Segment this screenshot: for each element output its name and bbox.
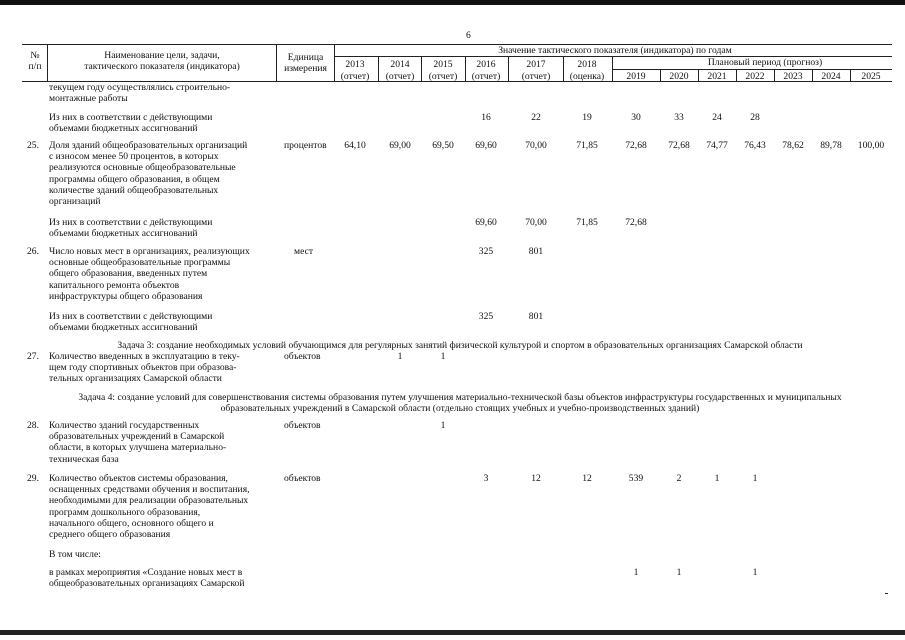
row-value: 69,60 <box>475 140 497 151</box>
header-year: 2014 <box>390 59 410 70</box>
row-value: 69,60 <box>475 217 497 228</box>
header-year: 2021 <box>707 71 727 82</box>
row-description: текущем году осуществлялись строительно- монтажные работы <box>49 82 231 105</box>
header-year: 2017 <box>526 59 546 70</box>
top-border <box>0 0 905 5</box>
header-year: 2018 <box>577 59 597 70</box>
row-number: 25. <box>27 140 39 151</box>
header-year: 2016 <box>476 59 496 70</box>
row-value: 70,00 <box>525 140 547 151</box>
header-year: 2013 <box>345 59 365 70</box>
row-unit: объектов <box>284 351 321 362</box>
row-value: 1 <box>676 567 682 578</box>
header-vline <box>47 44 48 81</box>
header-values-title: Значение тактического показателя (индикатора) по годам <box>498 45 732 56</box>
row-value: 539 <box>628 473 644 484</box>
header-no: № п/п <box>28 50 42 72</box>
row-value: 71,85 <box>576 140 598 151</box>
row-value: 33 <box>674 112 684 123</box>
row-unit: мест <box>294 246 314 257</box>
row-unit: объектов <box>284 473 321 484</box>
row-value: 1 <box>752 567 758 578</box>
row-description: Количество объектов системы образования, оснащенных средствами обучения и воспитания, необходимыми для реализации образовательных программ дошкольного образования, начального общего, основного общего и среднего общего образования <box>49 473 250 541</box>
header-vline <box>563 56 564 81</box>
row-value: 12 <box>531 473 541 484</box>
header-year: 2022 <box>745 71 765 82</box>
row-value: 801 <box>528 246 544 257</box>
header-year: 2019 <box>626 71 646 82</box>
row-value: 76,43 <box>744 140 766 151</box>
row-number: 26. <box>27 246 39 257</box>
row-description: Число новых мест в организациях, реализующих основные общеобразовательные программы общего образования, введенных путем капитального ремонта объектов инфраструктуры общего образования <box>49 246 250 302</box>
task-3-heading: Задача 3: создание необходимых условий обучающимся для регулярных занятий физической культурой и спортом в образовательных организациях Самарской области <box>117 340 803 351</box>
task-4-heading-line2: образовательных учреждений в Самарской области (отдельно стоящих учебных и учебно-производственных зданий) <box>220 403 700 414</box>
row-value: 1 <box>714 473 720 484</box>
header-name: Наименование цели, задачи, тактического показателя (индикатора) <box>84 50 240 72</box>
header-year-status: (отчет) <box>428 71 458 82</box>
row-value: 74,77 <box>706 140 728 151</box>
row-value: 24 <box>712 112 722 123</box>
row-unit: процентов <box>284 140 327 151</box>
row-value: 22 <box>531 112 541 123</box>
row-value: 30 <box>631 112 641 123</box>
row-value: 72,68 <box>625 140 647 151</box>
row-number: 27. <box>27 351 39 362</box>
row-value: 2 <box>676 473 682 484</box>
row-value: 325 <box>478 311 494 322</box>
row-value: 72,68 <box>625 217 647 228</box>
row-description: Из них в соответствии с действующими объемами бюджетных ассигнований <box>49 217 213 240</box>
row-value: 72,68 <box>668 140 690 151</box>
header-year-status: (отчет) <box>521 71 551 82</box>
header-planned: Плановый период (прогноз) <box>707 57 823 68</box>
row-description: в рамках мероприятия «Создание новых мест в общеобразовательных организациях Самарской <box>49 567 245 590</box>
row-value: 69,50 <box>432 140 454 151</box>
row-value: 19 <box>582 112 592 123</box>
row-value: 28 <box>750 112 760 123</box>
header-vline <box>612 56 613 81</box>
row-value: 71,85 <box>576 217 598 228</box>
header-year: 2023 <box>783 71 803 82</box>
row-number: 29. <box>27 473 39 484</box>
row-value: 1 <box>440 420 446 431</box>
header-year: 2024 <box>821 71 841 82</box>
row-value: 78,62 <box>782 140 804 151</box>
page-number: 6 <box>466 30 471 41</box>
header-vline <box>508 56 509 81</box>
row-value: 69,00 <box>389 140 411 151</box>
row-unit: объектов <box>284 420 321 431</box>
header-year: 2020 <box>669 71 689 82</box>
task-4-heading-line1: Задача 4: создание условий для совершенствования системы образования путем улучшения материально-технической базы объектов инфраструктуры государственных и муниципальных <box>78 392 842 403</box>
header-year-status: (отчет) <box>385 71 415 82</box>
row-description: Из них в соответствии с действующими объемами бюджетных ассигнований <box>49 112 213 135</box>
row-value: 64,10 <box>344 140 366 151</box>
header-year-status: (оценка) <box>569 71 605 82</box>
header-year-status: (отчет) <box>471 71 501 82</box>
row-value: 1 <box>440 351 446 362</box>
header-year: 2015 <box>433 59 453 70</box>
header-year-status: (отчет) <box>340 71 370 82</box>
row-description: Доля зданий общеобразовательных организаций с износом менее 50 процентов, в которых реализуются основные общеобразовательные программы общего образования, в общем количестве зданий общеобразовательных организаций <box>49 140 248 208</box>
row-value: 3 <box>483 473 489 484</box>
header-vline <box>276 44 277 81</box>
row-value: 16 <box>481 112 491 123</box>
row-value: 12 <box>582 473 592 484</box>
row-value: 89,78 <box>820 140 842 151</box>
bottom-border <box>0 630 905 635</box>
row-description: Количество зданий государственных образовательных учреждений в Самарской области, в которых улучшена материально- техническая база <box>49 420 227 465</box>
row-description: В том числе: <box>49 549 101 560</box>
row-value: 1 <box>397 351 403 362</box>
row-value: 70,00 <box>525 217 547 228</box>
row-value: 100,00 <box>857 140 885 151</box>
header-unit: Единица измерения <box>284 52 327 74</box>
row-value: 1 <box>752 473 758 484</box>
row-description: Количество введенных в эксплуатацию в теку- щем году спортивных объектов при образова- тельных организациях Самарской области <box>49 351 240 385</box>
row-value: 325 <box>478 246 494 257</box>
row-value: 801 <box>528 311 544 322</box>
header-year: 2025 <box>861 71 881 82</box>
row-description: Из них в соответствии с действующими объемами бюджетных ассигнований <box>49 311 213 334</box>
row-number: 28. <box>27 420 39 431</box>
scan-mark <box>885 593 888 594</box>
row-value: 1 <box>633 567 639 578</box>
